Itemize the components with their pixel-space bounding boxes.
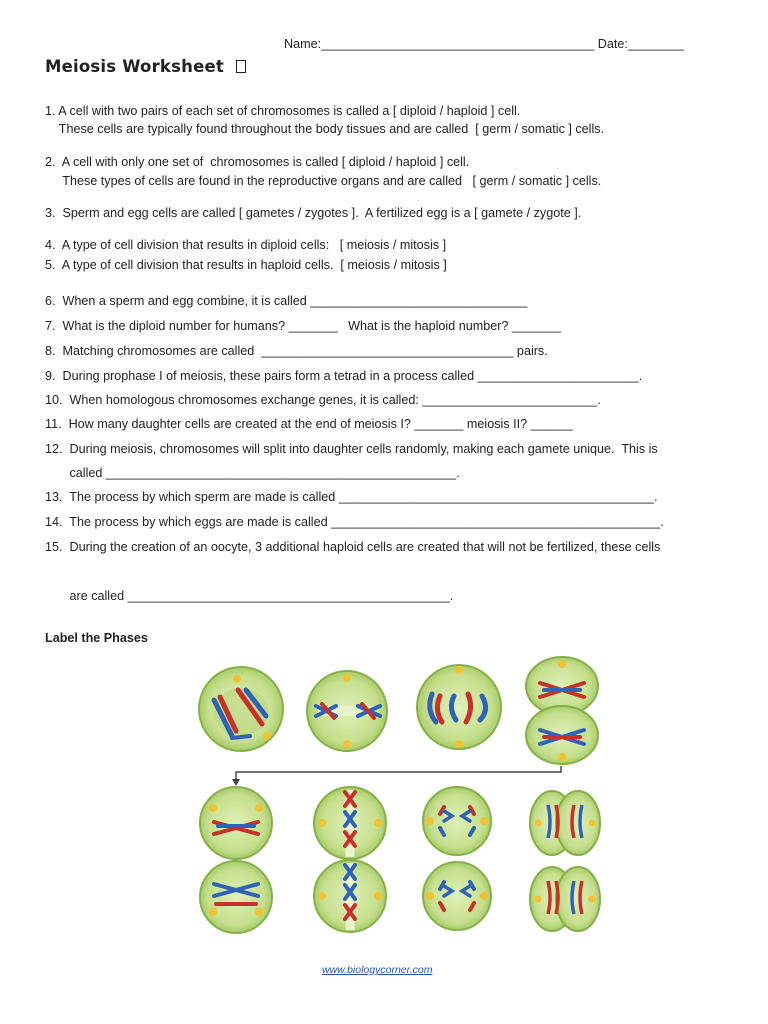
question-15-cont[interactable]: are called ______________________________________________. — [45, 589, 454, 603]
page-title-text: Meiosis Worksheet — [45, 57, 224, 76]
connector-arrow-icon — [232, 766, 561, 786]
question-6[interactable]: 6. When a sperm and egg combine, it is called _______________________________ — [45, 294, 528, 308]
question-1-cont: These cells are typically found throughout the body tissues and are called [ germ / somatic ] cells. — [45, 122, 605, 136]
question-3: 3. Sperm and egg cells are called [ gametes / zygotes ]. A fertilized egg is a [ gamete / zygote ]. — [45, 206, 582, 220]
cell-prophase-1 — [199, 667, 283, 751]
cell-metaphase-1 — [307, 671, 387, 751]
question-14[interactable]: 14. The process by which eggs are made is called _______________________________________________. — [45, 515, 664, 529]
cell-metaphase-2-a — [314, 787, 386, 859]
question-13[interactable]: 13. The process by which sperm are made is called _____________________________________________. — [45, 490, 658, 504]
question-2-cont: These types of cells are found in the reproductive organs and are called [ germ / somatic ] cells. — [45, 174, 602, 188]
question-4: 4. A type of cell division that results in diploid cells: [ meiosis / mitosis ] — [45, 238, 447, 252]
cell-anaphase-2-b — [423, 862, 491, 930]
question-11[interactable]: 11. How many daughter cells are created at the end of meiosis I? _______ meiosis II? ______ — [45, 417, 573, 431]
label-phases-heading: Label the Phases — [45, 631, 148, 645]
name-date-line[interactable]: Name:_______________________________________ Date:________ — [284, 37, 684, 51]
cell-anaphase-2-a — [423, 787, 491, 855]
cell-telophase-2-a — [530, 791, 600, 855]
question-7[interactable]: 7. What is the diploid number for humans? _______ What is the haploid number? _______ — [45, 319, 561, 333]
cell-telophase-1 — [526, 657, 598, 764]
question-12: 12. During meiosis, chromosomes will split into daughter cells randomly, making each gamete unique. This is — [45, 442, 658, 456]
question-12-cont[interactable]: called __________________________________________________. — [45, 466, 460, 480]
cell-prophase-2-a — [200, 787, 272, 859]
question-15: 15. During the creation of an oocyte, 3 additional haploid cells are created that will not be fertilized, these cells — [45, 540, 661, 554]
question-2: 2. A cell with only one set of chromosomes is called [ diploid / haploid ] cell. — [45, 155, 470, 169]
question-8[interactable]: 8. Matching chromosomes are called ____________________________________ pairs. — [45, 344, 548, 358]
question-10[interactable]: 10. When homologous chromosomes exchange genes, it is called: _________________________. — [45, 393, 601, 407]
question-5: 5. A type of cell division that results in haploid cells. [ meiosis / mitosis ] — [45, 258, 447, 272]
cell-prophase-2-b — [200, 861, 272, 933]
centriole-icon — [233, 675, 241, 683]
cell-metaphase-2-b — [314, 860, 386, 932]
question-1: 1. A cell with two pairs of each set of chromosomes is called a [ diploid / haploid ] cell. — [45, 104, 521, 118]
cell-telophase-2-b — [530, 867, 600, 931]
footer-link[interactable]: www.biologycorner.com — [322, 964, 433, 976]
cell-anaphase-1 — [417, 665, 501, 749]
question-9[interactable]: 9. During prophase I of meiosis, these pairs form a tetrad in a process called _______________________. — [45, 369, 643, 383]
